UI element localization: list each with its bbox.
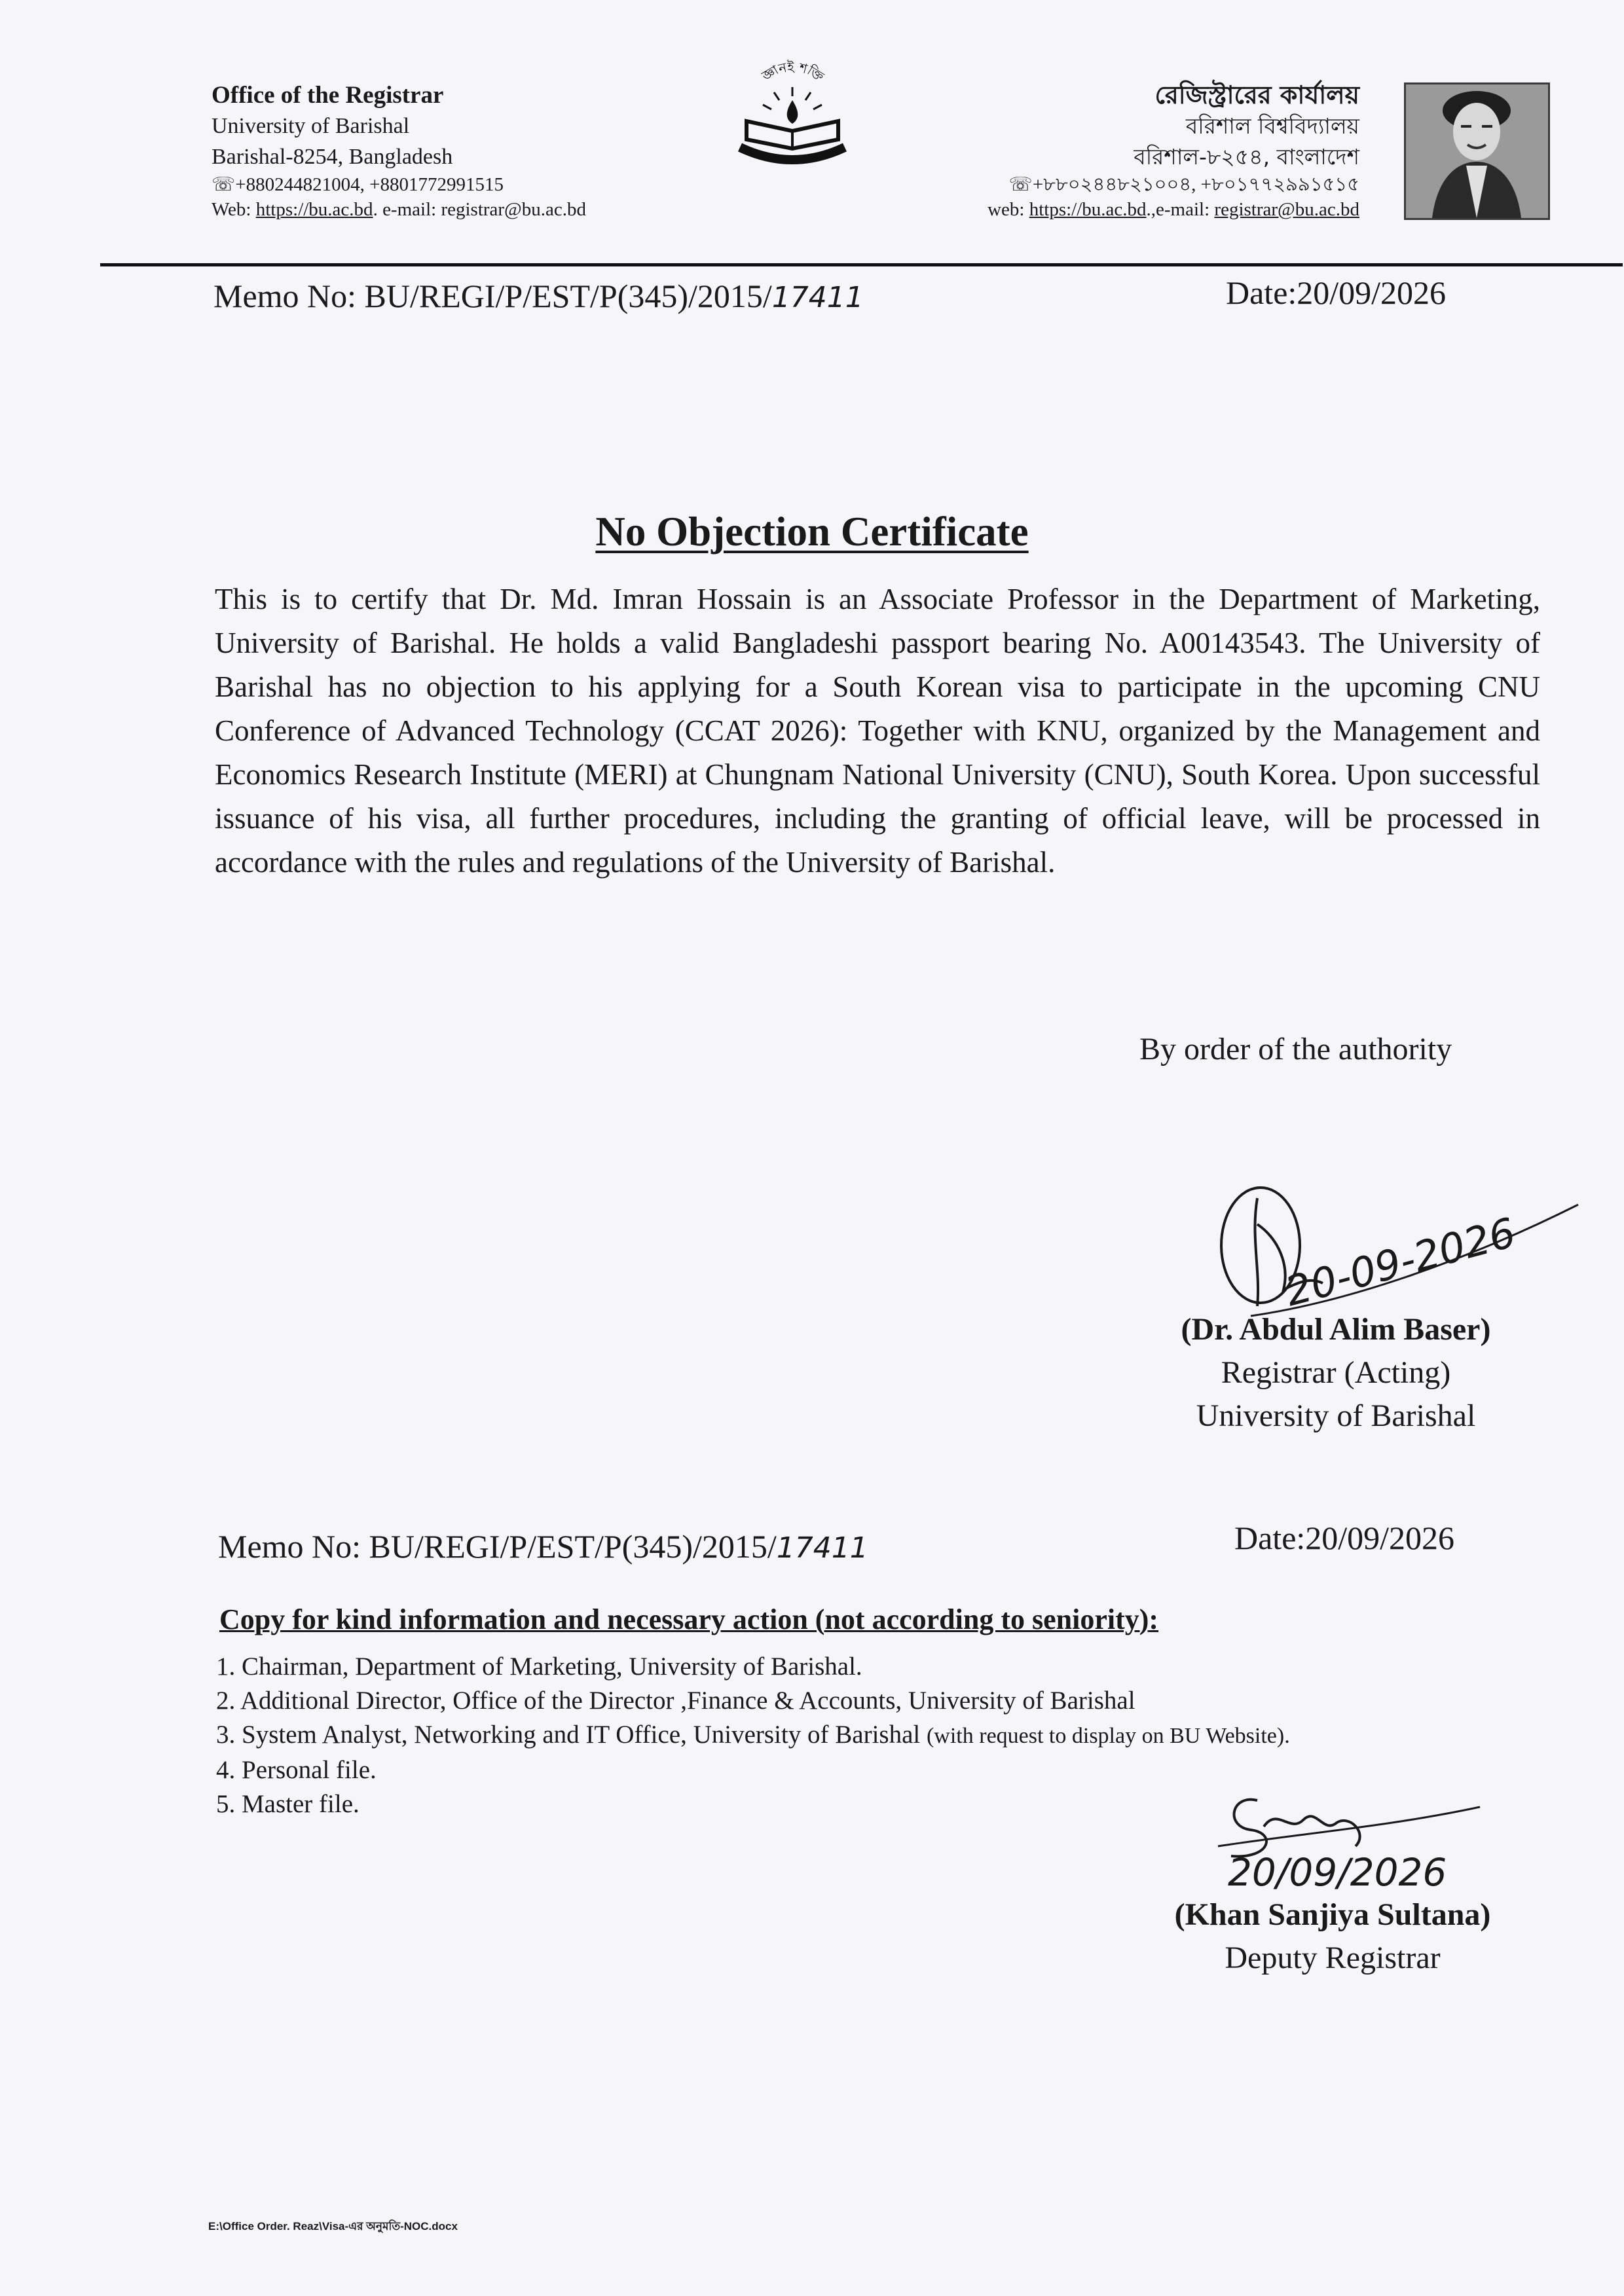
logo-motto: জ্ঞানই শক্তি — [759, 58, 827, 85]
registrar-name: (Dr. Abdul Alim Baser) — [1181, 1312, 1491, 1347]
memo-number-copy — [218, 1527, 868, 1565]
copy-item — [216, 1718, 1290, 1753]
registrar-block — [1107, 1308, 1565, 1438]
copy-list — [216, 1650, 1290, 1821]
email-text: . e-mail: registrar@bu.ac.bd — [373, 199, 587, 220]
certificate-title-text: No Objection Certificate — [595, 509, 1029, 555]
university-logo — [727, 56, 858, 170]
authority-line: By order of the authority — [1139, 1032, 1452, 1066]
phone-icon: ☏ — [212, 174, 236, 195]
letterhead-english — [212, 80, 586, 222]
memo-number — [213, 277, 864, 315]
deputy-registrar-title: Deputy Registrar — [1225, 1941, 1441, 1975]
phone-line-bn — [987, 172, 1359, 197]
deputy-signature-date: 20/09/2026 — [1228, 1850, 1447, 1895]
copy-item: 5. Master file. — [216, 1790, 360, 1818]
copy-item: 1. Chairman, Department of Marketing, University of Barishal. — [216, 1652, 862, 1681]
memo-prefix: Memo No: BU/REGI/P/EST/P(345)/2015/ — [213, 278, 772, 314]
phone-line — [212, 172, 586, 197]
memo-handwritten-number-copy: 17411 — [776, 1531, 868, 1565]
certificate-body: This is to certify that Dr. Md. Imran Hossain is an Associate Professor in the Department of Marketing, University of Barishal. He holds a valid Bangladeshi passport bearing No. A00143543. The University of Barishal has no objection to his applying for a South Korean visa to participate in the upcoming CNU Conference of Advanced Technology (CCAT 2026): Together with KNU, organized by the Management and Economics Research Institute (MERI) at Chungnam National University (CNU), South Korea. Upon successful issuance of his visa, all further procedures, including the granting of official leave, will be processed in accordance with the rules and regulations of the University of Barishal. — [215, 583, 1540, 879]
email-label-bn: .,e-mail: — [1146, 199, 1210, 220]
copy-heading-text: Copy for kind information and necessary action (not according to seniority) — [219, 1603, 1149, 1635]
letterhead-bangla — [987, 80, 1359, 222]
web-link[interactable]: https://bu.ac.bd — [255, 199, 373, 220]
web-line-bn — [987, 197, 1359, 222]
web-link-bn[interactable]: https://bu.ac.bd — [1029, 199, 1147, 220]
phone-numbers-bn: +৮৮০২৪৪৮২১০০৪, +৮০১৭৭২৯৯১৫১৫ — [1032, 174, 1359, 195]
office-name: Office of the Registrar — [212, 82, 444, 109]
memo-prefix-copy: Memo No: BU/REGI/P/EST/P(345)/2015/ — [218, 1528, 777, 1565]
certificate-title — [0, 508, 1624, 556]
copy-heading — [219, 1603, 1158, 1636]
memo-date-copy: Date:20/09/2026 — [1234, 1520, 1455, 1556]
memo-date: Date:20/09/2026 — [1226, 274, 1447, 311]
deputy-registrar-signature — [1205, 1768, 1532, 1899]
university-name: University of Barishal — [212, 114, 410, 138]
svg-text:জ্ঞানই শক্তি — [758, 59, 827, 85]
office-name-bn: রেজিস্ট্রারের কার্যালয় — [1154, 81, 1359, 109]
registrar-signature-date: 20-09-2026 — [1280, 1208, 1521, 1316]
registrar-org: University of Barishal — [1196, 1398, 1476, 1433]
phone-icon: ☏ — [1008, 174, 1033, 195]
address: Barishal-8254, Bangladesh — [212, 145, 453, 169]
file-path-footer: E:\Office Order. Reaz\Visa-এর অনুমতি-NOC.docx — [208, 2220, 458, 2232]
copy-heading-colon: : — [1149, 1603, 1159, 1635]
copy-item: 4. Personal file. — [216, 1756, 377, 1784]
copy-item-note: (with request to display on BU Website). — [926, 1724, 1290, 1748]
deputy-registrar-name: (Khan Sanjiya Sultana) — [1174, 1897, 1491, 1932]
copy-item: 2. Additional Director, Office of the Director ,Finance & Accounts, University of Barishal — [216, 1686, 1135, 1715]
web-label-bn: web: — [987, 199, 1025, 220]
email-link-bn[interactable]: registrar@bu.ac.bd — [1214, 199, 1359, 220]
memo-handwritten-number: 17411 — [771, 281, 864, 314]
university-name-bn: বরিশাল বিশ্ববিদ্যালয় — [1185, 113, 1359, 139]
web-label: Web: — [212, 199, 251, 220]
header-divider — [100, 263, 1623, 266]
portrait-photo — [1404, 82, 1550, 220]
phone-numbers: +880244821004, +8801772991515 — [235, 174, 504, 195]
address-bn: বরিশাল-৮২৫৪, বাংলাদেশ — [1134, 144, 1359, 170]
deputy-registrar-block — [1136, 1893, 1529, 1980]
registrar-signature — [1211, 1185, 1591, 1329]
copy-item-text: 3. System Analyst, Networking and IT Office, University of Barishal — [216, 1721, 921, 1749]
registrar-title: Registrar (Acting) — [1221, 1355, 1451, 1390]
web-line — [212, 197, 586, 222]
